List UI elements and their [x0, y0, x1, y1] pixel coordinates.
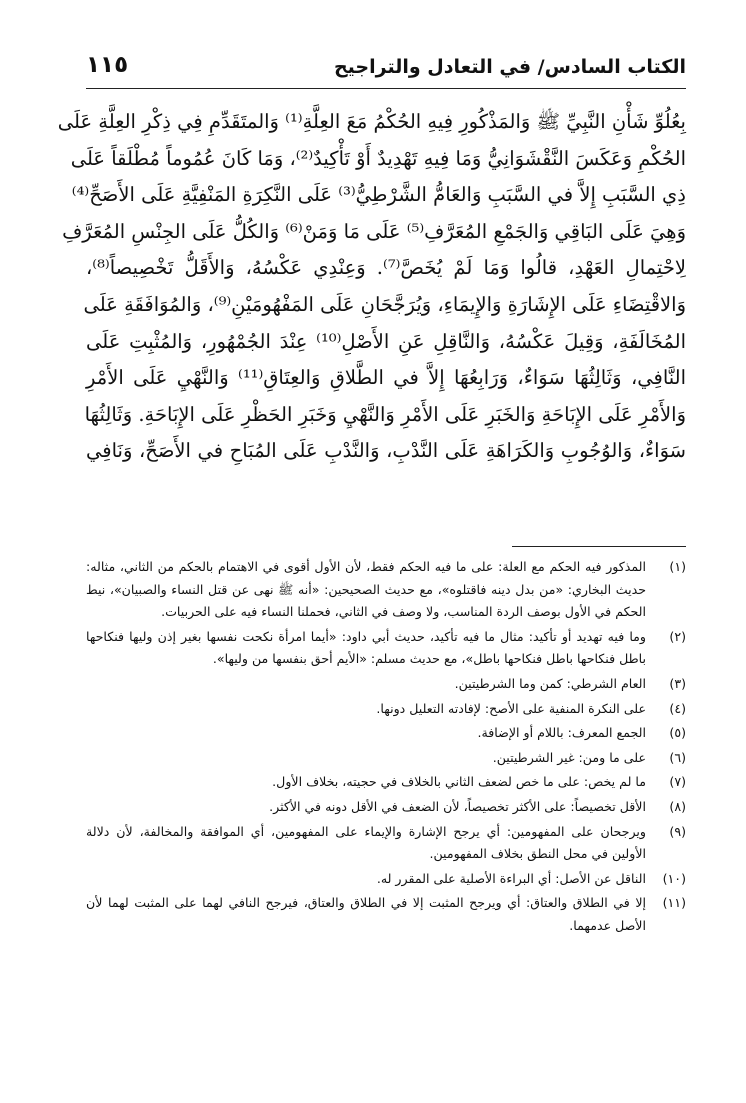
- text-line: الحُكْمِ وَعَكَسَ النَّقْشَوَانِيُّ وَمَا فِيهِ تَهْدِيدٌ أَوْ تَأْكِيدٌ⁽²⁾، وَمَا كَانَ عُمُوماً مُطْلَقاً عَلَى: [70, 146, 686, 170]
- footnote-number: (٥): [669, 725, 686, 741]
- text-line: وَالأَمْرِ عَلَى الإِبَاحَةِ وَالخَبَرِ عَلَى الأَمْرِ وَالنَّهْيِ وَخَبَرِ الحَظْرِ عَلَى الإِبَاحَةِ. وَثَالِثُهَا: [84, 402, 686, 426]
- text-line: بِعُلُوِّ شَأْنِ النَّبِيِّ ﷺ وَالمَذْكُورِ فِيهِ الحُكْمُ مَعَ العِلَّةِ⁽¹⁾ وَالمتَقَدِّمِ فِي ذِكْرِ العِلَّةِ عَلَى: [57, 110, 686, 133]
- text-line: لِاحْتِمالِ العَهْدِ، قالُوا وَمَا لَمْ يُخَصَّ⁽⁷⁾. وَعِنْدِي عَكْسُهُ، وَالأَقَلُّ تَخْصِيصاً⁽⁸⁾،: [86, 256, 686, 280]
- footnote-text: الأقل تخصيصاً: على الأكثر تخصيصاً، لأن الضعف في الأقل دونه في الأكثر.: [269, 798, 646, 814]
- footnote-text: المذكور فيه الحكم مع العلة: على ما فيه الحكم فقط، لأن الأول أقوى في الاهتمام بالحكم من الثاني، مثاله: حديث البخاري: «من بدل دينه فاقتلوه»، مع حديث الصحيحين: «أنه ﷺ نهى عن قتل النساء والصبيان»، نيط الحكم في الأول بوصف الردة المناسب، ولا وصف في الثاني، فحملنا النساء فيه على الحربيات.: [86, 559, 646, 620]
- footnote-text: إلا في الطلاق والعتاق: أي ويرجح المثبت إلا في الطلاق والعتاق، فيرجح النافي لهما على المثبت لهما لأن الأصل عدمهما.: [86, 895, 646, 933]
- text-line: المُخَالَفَةِ، وَقِيلَ عَكْسُهُ، وَالنَّاقِلِ عَنِ الأَصْلِ⁽¹⁰⁾ عِنْدَ الجُمْهُورِ، وَالمُثْبِتِ عَلَى: [86, 329, 686, 353]
- footnote: [86, 892, 686, 937]
- footnote-text: ويرجحان على المفهومين: أي يرجح الإشارة والإيماء على المفهومين، أي الموافقة والمخالفة، لأن دلالة الأولين في محل النطق بخلاف المفهومين.: [86, 823, 646, 862]
- footnote: [86, 556, 686, 624]
- footnote-number: (٧): [669, 774, 686, 790]
- text-line: وَهِيَ عَلَى البَاقِي وَالجَمْعِ المُعَرَّفِ⁽⁵⁾ عَلَى مَا وَمَنْ⁽⁶⁾ وَالكُلُّ عَلَى الجِنْسِ المُعَرَّفِ: [62, 219, 686, 243]
- footnote-number: (٤): [669, 700, 686, 716]
- footnote: [86, 626, 686, 671]
- text-line: وَالاقْتِضَاءِ عَلَى الإِشَارَةِ وَالإِيمَاءِ، وَيُرَجَّحَانِ عَلَى المَفْهُومَيْنِ⁽⁹⁾، وَالمُوَافَقَةِ عَلَى: [83, 292, 686, 316]
- text-line: سَوَاءٌ، وَالوُجُوبِ وَالكَرَاهَةِ عَلَى النَّدْبِ، وَالنَّدْبِ عَلَى المُبَاحِ في الأَصَحِّ، وَنَافِي: [86, 439, 686, 463]
- footnote-text: ما لم يخص: على ما خص لضعف الثاني بالخلاف في حجيته، بخلاف الأول.: [272, 774, 646, 790]
- page-number: ١١٥: [86, 52, 129, 78]
- footnote-number: (٨): [669, 798, 686, 814]
- footnote-text: الجمع المعرف: باللام أو الإضافة.: [477, 725, 646, 741]
- running-header: [86, 52, 686, 89]
- footnote-text: العام الشرطي: كمن وما الشرطيتين.: [454, 675, 646, 691]
- footnote: [86, 722, 686, 745]
- footnote-text: على النكرة المنفية على الأصح: لإفادته التعليل دونها.: [376, 700, 646, 716]
- footnote: [86, 747, 686, 770]
- text-line: النَّافِي، وَثَالِثُهَا سَوَاءٌ، وَرَابِعُهَا إِلاَّ في الطَّلاقِ وَالعِتَاقِ⁽¹¹⁾ وَالنَّهْيِ عَلَى الأَمْرِ: [86, 366, 686, 390]
- footnote: [86, 868, 686, 891]
- footnote-number: (٦): [669, 749, 686, 765]
- footnote: [86, 673, 686, 696]
- footnote-number: (٣): [669, 675, 686, 691]
- footnote-number: (١١): [662, 895, 686, 911]
- footnote: [86, 771, 686, 794]
- footnote: [86, 796, 686, 819]
- footnote: [86, 821, 686, 866]
- header-title: الكتاب السادس/ في التعادل والتراجيح: [333, 56, 686, 78]
- footnote-number: (١): [669, 559, 686, 574]
- footnote-number: (١٠): [662, 870, 686, 886]
- footnote-text: الناقل عن الأصل: أي البراءة الأصلية على المقرر له.: [376, 870, 646, 886]
- text-line: ذِي السَّبَبِ إِلاَّ في السَّبَبِ وَالعَامُّ الشَّرْطِيُّ⁽³⁾ عَلَى النَّكِرَةِ المَنْفِيَّةِ عَلَى الأَصَحِّ⁽⁴⁾: [71, 183, 686, 207]
- footnote-separator: [512, 546, 686, 547]
- footnote-number: (٩): [669, 823, 686, 839]
- footnotes: [86, 556, 686, 940]
- footnote-number: (٢): [669, 628, 686, 644]
- footnote: [86, 698, 686, 721]
- main-text: [57, 104, 686, 470]
- footnote-text: وما فيه تهديد أو تأكيد: مثال ما فيه تأكيد، حديث أبي داود: «أيما امرأة نكحت نفسها بغير إذن وليها فنكاحها باطل فنكاحها باطل فنكاحها باطل»، مع حديث مسلم: «الأيم أحق بنفسها من وليها».: [86, 628, 646, 667]
- footnote-text: على ما ومن: غير الشرطيتين.: [492, 749, 646, 765]
